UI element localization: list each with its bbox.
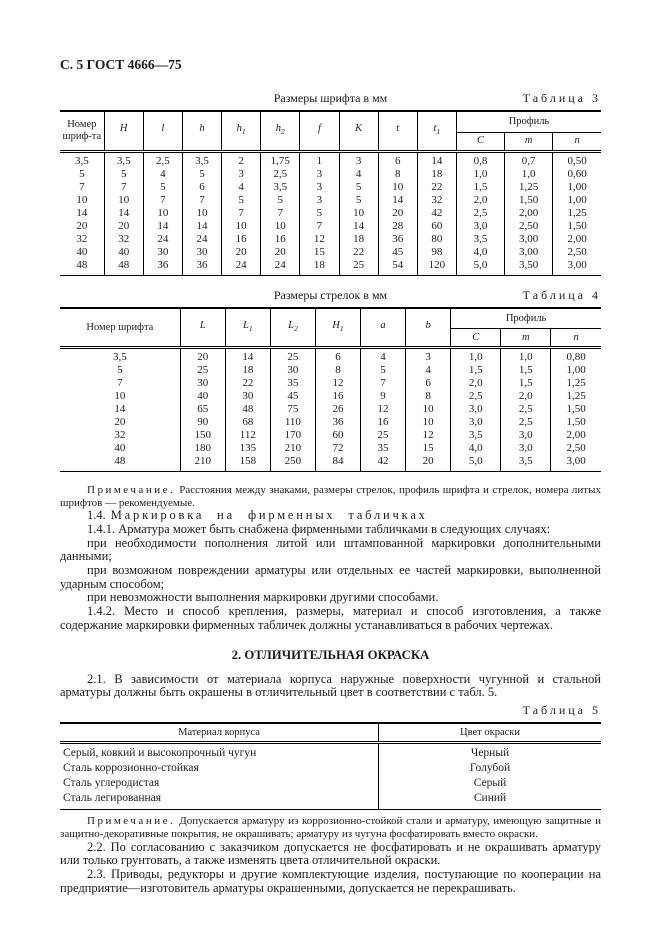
table-cell: 3,00 bbox=[566, 455, 586, 467]
table-cell: Сталь легированная bbox=[60, 791, 379, 810]
list-item: при возможном повреждении арматуры или отдельных ее частей маркировки, выполненной ударным способом; bbox=[60, 563, 601, 591]
table-cell: 24 bbox=[261, 259, 300, 276]
table-cell: 0,80 bbox=[566, 351, 586, 363]
table-cell: 1,00 bbox=[567, 180, 587, 193]
table-cell: 6 bbox=[315, 348, 360, 365]
table-cell: 10 bbox=[406, 403, 451, 416]
table-cell: 7 bbox=[261, 207, 300, 220]
arrow-size-table bbox=[60, 307, 601, 473]
table-cell: 3,50 bbox=[505, 259, 553, 276]
table-cell: 10 bbox=[261, 220, 300, 233]
column-header: $t_1$ bbox=[417, 111, 456, 151]
table-cell: 32 bbox=[417, 194, 456, 207]
table-cell: 45 bbox=[378, 246, 417, 259]
table-body bbox=[60, 743, 601, 810]
table-row bbox=[60, 181, 601, 194]
table-cell: 40 bbox=[60, 246, 104, 259]
table-cell: 3 bbox=[406, 348, 451, 365]
table-cell: 2,5 bbox=[501, 403, 551, 416]
table-cell: 20 bbox=[261, 246, 300, 259]
paragraph-1-4-1: 1.4.1. Арматура может быть снабжена фирменными табличками в следующих случаях: bbox=[87, 521, 551, 536]
table-cell: 3,0 bbox=[451, 403, 501, 416]
table-cell: 15 bbox=[300, 246, 339, 259]
table-cell: 84 bbox=[315, 455, 360, 472]
column-header-material: Материал корпуса bbox=[60, 723, 379, 743]
table-row bbox=[60, 377, 601, 390]
table-row bbox=[60, 416, 601, 429]
table-cell: 8 bbox=[315, 364, 360, 377]
table-cell: 35 bbox=[361, 442, 406, 455]
table-cell: 10 bbox=[406, 416, 451, 429]
table-cell: 32 bbox=[104, 233, 143, 246]
table-cell: 0,7 bbox=[505, 151, 553, 168]
table-cell: 22 bbox=[225, 377, 270, 390]
table-row bbox=[60, 442, 601, 455]
table-cell: 1,00 bbox=[566, 364, 586, 376]
table-cell: 1,50 bbox=[505, 194, 553, 207]
column-header-profile: Профиль bbox=[456, 111, 601, 132]
table-cell: 3,5 bbox=[451, 429, 501, 442]
column-header: $h_1$ bbox=[222, 111, 261, 151]
table-cell: 3,5 bbox=[456, 233, 504, 246]
table-cell: 24 bbox=[182, 233, 221, 246]
table-cell: 60 bbox=[315, 429, 360, 442]
table-cell: 3,5 bbox=[182, 151, 221, 168]
table-cell: Черный bbox=[470, 747, 510, 760]
table-cell: 18 bbox=[300, 259, 339, 276]
column-header: C bbox=[456, 132, 504, 151]
table4-label: Таблица 4 bbox=[522, 287, 601, 302]
table-cell: 32 bbox=[60, 429, 180, 442]
table-body bbox=[60, 348, 601, 472]
table-cell: 12 bbox=[300, 233, 339, 246]
table-cell: 7 bbox=[182, 194, 221, 207]
table-cell: 16 bbox=[361, 416, 406, 429]
table-cell: 3 bbox=[339, 151, 378, 168]
table-cell: Серый bbox=[473, 777, 507, 790]
table-cell: 10 bbox=[60, 194, 104, 207]
table-cell: 2,0 bbox=[501, 390, 551, 403]
table-cell: 1,5 bbox=[501, 364, 551, 377]
table-cell: 16 bbox=[222, 233, 261, 246]
table-cell: 1,25 bbox=[566, 377, 586, 389]
table-row bbox=[60, 776, 601, 791]
table-cell: 12 bbox=[361, 403, 406, 416]
table-cell: 90 bbox=[180, 416, 225, 429]
table-cell: 40 bbox=[180, 390, 225, 403]
table-cell: 3,5 bbox=[60, 348, 180, 365]
table5-label: Таблица 5 bbox=[522, 702, 601, 717]
clause-title: Маркировка на фирменных табличках bbox=[110, 508, 428, 523]
table-cell: 4 bbox=[222, 181, 261, 194]
column-header: H bbox=[104, 111, 143, 151]
table-cell: 48 bbox=[104, 259, 143, 276]
table-cell: 30 bbox=[180, 377, 225, 390]
table-cell: 5,0 bbox=[456, 259, 504, 276]
table-cell: 36 bbox=[143, 259, 182, 276]
table-cell: 7 bbox=[361, 377, 406, 390]
table-cell: 5 bbox=[339, 181, 378, 194]
table-cell: 42 bbox=[417, 207, 456, 220]
table-cell: 54 bbox=[378, 259, 417, 276]
table-cell: 2,00 bbox=[567, 232, 587, 245]
table-cell: 30 bbox=[270, 364, 315, 377]
table-cell: 0,60 bbox=[567, 167, 587, 180]
table-cell: 25 bbox=[339, 259, 378, 276]
table-cell: 36 bbox=[182, 259, 221, 276]
table-cell: 1,25 bbox=[566, 390, 586, 402]
table-cell: 22 bbox=[417, 181, 456, 194]
table-cell: 30 bbox=[143, 246, 182, 259]
table-row bbox=[60, 151, 601, 168]
table-cell: Серый, ковкий и высокопрочный чугун bbox=[60, 743, 379, 762]
table-cell: Синий bbox=[473, 792, 507, 805]
note-paragraph bbox=[60, 484, 601, 509]
table-cell: 10 bbox=[60, 390, 180, 403]
table-row bbox=[60, 168, 601, 181]
column-header: a bbox=[361, 308, 406, 348]
table-cell: 1,25 bbox=[567, 206, 587, 219]
table-cell: 18 bbox=[339, 233, 378, 246]
table-cell: 1,0 bbox=[501, 348, 551, 365]
column-header: $L_2$ bbox=[270, 308, 315, 348]
table4-caption-row bbox=[60, 288, 601, 302]
column-header: $H_1$ bbox=[315, 308, 360, 348]
table-cell: 1,5 bbox=[456, 181, 504, 194]
column-header: t bbox=[378, 111, 417, 151]
table-cell: 2,0 bbox=[456, 194, 504, 207]
table-cell: 10 bbox=[339, 207, 378, 220]
table-cell: 5 bbox=[182, 168, 221, 181]
table-cell: 1,75 bbox=[261, 151, 300, 168]
table-cell: 25 bbox=[361, 429, 406, 442]
table-cell: 170 bbox=[270, 429, 315, 442]
table-cell: 5 bbox=[143, 181, 182, 194]
table-cell: 24 bbox=[143, 233, 182, 246]
table-cell: 26 bbox=[315, 403, 360, 416]
table-row bbox=[60, 390, 601, 403]
table-cell: 5 bbox=[361, 364, 406, 377]
table-cell: 4,0 bbox=[456, 246, 504, 259]
table-cell: 5 bbox=[300, 207, 339, 220]
list-item: при необходимости пополнения литой или штампованной маркировки дополнительными данными; bbox=[60, 535, 601, 564]
table-cell: 20 bbox=[104, 220, 143, 233]
clause-number: 1.4. bbox=[87, 508, 106, 523]
table3-caption-row bbox=[60, 91, 601, 105]
table-cell: 15 bbox=[406, 442, 451, 455]
column-header: l bbox=[143, 111, 182, 151]
table-cell: 2,5 bbox=[456, 207, 504, 220]
table-cell: 158 bbox=[225, 455, 270, 472]
table-cell: 35 bbox=[270, 377, 315, 390]
table-cell: 3,5 bbox=[261, 181, 300, 194]
table-cell: 48 bbox=[60, 455, 180, 472]
table-cell: 18 bbox=[225, 364, 270, 377]
table-cell: 1,50 bbox=[566, 403, 586, 415]
table-header-row bbox=[60, 308, 601, 329]
table-cell: 45 bbox=[270, 390, 315, 403]
table-cell: 7 bbox=[104, 181, 143, 194]
table-cell: 2,5 bbox=[451, 390, 501, 403]
note-label: Примечание. bbox=[87, 484, 176, 496]
table-cell: Сталь углеродистая bbox=[60, 776, 379, 791]
table-cell: 60 bbox=[417, 220, 456, 233]
table-row bbox=[60, 429, 601, 442]
table-row bbox=[60, 194, 601, 207]
table-cell: 3,5 bbox=[104, 151, 143, 168]
column-header: b bbox=[406, 308, 451, 348]
table-cell: 5 bbox=[60, 168, 104, 181]
table-cell: 40 bbox=[60, 442, 180, 455]
table-cell: 10 bbox=[143, 207, 182, 220]
table-cell: 5 bbox=[222, 194, 261, 207]
table-cell: 1,50 bbox=[567, 219, 587, 232]
table-cell: 14 bbox=[225, 348, 270, 365]
table-cell: 0,50 bbox=[567, 154, 587, 167]
table-header-row bbox=[60, 723, 601, 743]
table-cell: 3 bbox=[300, 168, 339, 181]
table-cell: 2,50 bbox=[566, 442, 586, 454]
paragraph-1-4-2: 1.4.2. Место и способ крепления, размеры, материал и способ изготовления, а также содержание маркировки фирменных табличек должны устанавливаться в рабочих чертежах. bbox=[60, 604, 601, 632]
column-header: L bbox=[180, 308, 225, 348]
table-cell: 210 bbox=[270, 442, 315, 455]
table-row bbox=[60, 246, 601, 259]
table3-label: Таблица 3 bbox=[522, 91, 601, 105]
note-text: Допускается арматуру из коррозионно-стойкой стали и арматуру, имеющую защитные и защитно-декоративные покрытия, не окрашивать; арматуру из чугуна фосфатировать вместо окраски. bbox=[60, 815, 601, 841]
clause-1-4-heading bbox=[60, 509, 601, 523]
column-header: h bbox=[182, 111, 221, 151]
table-cell: 20 bbox=[60, 416, 180, 429]
table-cell: 1,5 bbox=[451, 364, 501, 377]
table-cell: 8 bbox=[406, 390, 451, 403]
table-cell: 4 bbox=[406, 364, 451, 377]
table-cell: 12 bbox=[406, 429, 451, 442]
table-cell: 1,0 bbox=[451, 348, 501, 365]
table-row bbox=[60, 259, 601, 276]
table-cell: 1,0 bbox=[456, 168, 504, 181]
note-paragraph bbox=[60, 815, 601, 840]
table-cell: 2 bbox=[222, 151, 261, 168]
table-cell: 3,00 bbox=[505, 233, 553, 246]
column-header: C bbox=[451, 329, 501, 348]
table-cell: 5 bbox=[261, 194, 300, 207]
table-cell: 1,5 bbox=[501, 377, 551, 390]
table-cell: 3,0 bbox=[501, 429, 551, 442]
table-cell: 10 bbox=[104, 194, 143, 207]
column-header: $L_1$ bbox=[225, 308, 270, 348]
table-cell: 9 bbox=[361, 390, 406, 403]
column-header-color: Цвет окраски bbox=[379, 723, 601, 743]
column-header-font-number: Номер шрифта bbox=[60, 308, 180, 348]
table-cell: 24 bbox=[222, 259, 261, 276]
paragraph-2-2: 2.2. По согласованию с заказчиком допускается не фосфатировать и не окрашивать арматуру или только грунтовать, а также изменять цвета отличительной окраски. bbox=[60, 839, 601, 868]
table-row bbox=[60, 403, 601, 416]
section-2-heading: 2. ОТЛИЧИТЕЛЬНАЯ ОКРАСКА bbox=[231, 647, 430, 662]
table-cell: 25 bbox=[270, 348, 315, 365]
table-cell: 112 bbox=[225, 429, 270, 442]
paint-color-table bbox=[60, 722, 601, 811]
table-cell: 80 bbox=[417, 233, 456, 246]
table-cell: 3 bbox=[300, 181, 339, 194]
table-cell: 4 bbox=[361, 348, 406, 365]
table3-caption: Размеры шрифта в мм bbox=[273, 91, 388, 105]
table-cell: 120 bbox=[417, 259, 456, 276]
table-cell: 5 bbox=[104, 168, 143, 181]
table-cell: 4,0 bbox=[451, 442, 501, 455]
table-cell: 72 bbox=[315, 442, 360, 455]
table-cell: 3,0 bbox=[501, 442, 551, 455]
table-cell: 10 bbox=[378, 181, 417, 194]
table-cell: 14 bbox=[378, 194, 417, 207]
table-cell: 135 bbox=[225, 442, 270, 455]
table-cell: 3,0 bbox=[451, 416, 501, 429]
table-body bbox=[60, 151, 601, 275]
table-row bbox=[60, 455, 601, 472]
list-item: при невозможности выполнения маркировки другими способами. bbox=[87, 590, 439, 605]
table-cell: 1 bbox=[300, 151, 339, 168]
table-cell: 18 bbox=[417, 168, 456, 181]
table-cell: 3,5 bbox=[501, 455, 551, 472]
column-header-font-number: Номер шриф-та bbox=[60, 111, 104, 151]
table-cell: 0,8 bbox=[456, 151, 504, 168]
column-header: n bbox=[551, 329, 601, 348]
table-cell: 40 bbox=[104, 246, 143, 259]
table-cell: 1,00 bbox=[567, 193, 587, 206]
table-cell: 10 bbox=[222, 220, 261, 233]
table-cell: 14 bbox=[182, 220, 221, 233]
table-cell: 32 bbox=[60, 233, 104, 246]
page-header: С. 5 ГОСТ 4666—75 bbox=[60, 57, 182, 72]
table-cell: 5 bbox=[60, 364, 180, 377]
table-cell: 68 bbox=[225, 416, 270, 429]
table-cell: 2,50 bbox=[505, 220, 553, 233]
table-cell: 42 bbox=[361, 455, 406, 472]
table-row bbox=[60, 364, 601, 377]
table-row bbox=[60, 791, 601, 810]
table-cell: 2,50 bbox=[567, 245, 587, 258]
table-cell: 3,0 bbox=[456, 220, 504, 233]
table-cell: 48 bbox=[60, 259, 104, 276]
table-cell: 5 bbox=[339, 194, 378, 207]
table-cell: 250 bbox=[270, 455, 315, 472]
table-cell: 48 bbox=[225, 403, 270, 416]
table-row bbox=[60, 207, 601, 220]
font-size-table bbox=[60, 110, 601, 276]
table-cell: 1,0 bbox=[505, 168, 553, 181]
column-header: $h_2$ bbox=[261, 111, 300, 151]
column-header: K bbox=[339, 111, 378, 151]
table-cell: 210 bbox=[180, 455, 225, 472]
table-cell: 98 bbox=[417, 246, 456, 259]
table-cell: 20 bbox=[406, 455, 451, 472]
table-cell: 7 bbox=[143, 194, 182, 207]
table-cell: 2,5 bbox=[501, 416, 551, 429]
table-cell: 1,25 bbox=[505, 181, 553, 194]
table-cell: 65 bbox=[180, 403, 225, 416]
column-header: n bbox=[553, 132, 601, 151]
table-cell: 7 bbox=[60, 181, 104, 194]
table-cell: 10 bbox=[182, 207, 221, 220]
column-header-profile: Профиль bbox=[451, 308, 601, 329]
column-header: f bbox=[300, 111, 339, 151]
paragraph-2-3: 2.3. Приводы, редукторы и другие комплектующие изделия, поступающие по кооперации на предприятие—изготовитель арматуры окрашенными, допускается не перекрашивать. bbox=[60, 867, 601, 895]
table-cell: 20 bbox=[60, 220, 104, 233]
table-cell: 12 bbox=[315, 377, 360, 390]
paragraph-2-1: 2.1. В зависимости от материала корпуса наружные поверхности чугунной и стальной арматуры должны быть окрашены в отличительный цвет в соответствии с табл. 5. bbox=[60, 671, 601, 700]
table-cell: 3,5 bbox=[60, 151, 104, 168]
table-cell: 5,0 bbox=[451, 455, 501, 472]
table-cell: 30 bbox=[182, 246, 221, 259]
table-cell: 3 bbox=[300, 194, 339, 207]
table-cell: 2,5 bbox=[261, 168, 300, 181]
table-row bbox=[60, 761, 601, 776]
table-cell: 16 bbox=[261, 233, 300, 246]
table-cell: 6 bbox=[182, 181, 221, 194]
table-cell: 1,50 bbox=[566, 416, 586, 428]
table-cell: 20 bbox=[378, 207, 417, 220]
table-cell: 6 bbox=[378, 151, 417, 168]
table-cell: 14 bbox=[60, 403, 180, 416]
table-cell: 25 bbox=[180, 364, 225, 377]
table-cell: Голубой bbox=[469, 762, 511, 775]
table-cell: 180 bbox=[180, 442, 225, 455]
column-header: m bbox=[501, 329, 551, 348]
table-cell: 20 bbox=[222, 246, 261, 259]
table-cell: 4 bbox=[143, 168, 182, 181]
table-cell: 8 bbox=[378, 168, 417, 181]
table-row bbox=[60, 233, 601, 246]
table-cell: 6 bbox=[406, 377, 451, 390]
table-cell: 3,00 bbox=[567, 258, 587, 271]
column-header: m bbox=[505, 132, 553, 151]
table-cell: 75 bbox=[270, 403, 315, 416]
table-cell: 14 bbox=[339, 220, 378, 233]
table-cell: 22 bbox=[339, 246, 378, 259]
table-cell: 20 bbox=[180, 348, 225, 365]
table-cell: 16 bbox=[315, 390, 360, 403]
table-cell: 36 bbox=[378, 233, 417, 246]
table-row bbox=[60, 348, 601, 365]
table-cell: 7 bbox=[222, 207, 261, 220]
table-cell: 14 bbox=[143, 220, 182, 233]
table-header-row bbox=[60, 111, 601, 132]
table4-caption: Размеры стрелок в мм bbox=[273, 287, 388, 302]
table-cell: 7 bbox=[300, 220, 339, 233]
table-cell: 14 bbox=[60, 207, 104, 220]
note-text: Расстояния между знаками, размеры стрелок, профиль шрифта и стрелок, номера литых шрифтов — рекомендуемые. bbox=[60, 484, 601, 509]
table-cell: 28 bbox=[378, 220, 417, 233]
table-cell: 14 bbox=[104, 207, 143, 220]
table-cell: 2,5 bbox=[143, 151, 182, 168]
table-cell: 4 bbox=[339, 168, 378, 181]
table-cell: Сталь коррозионно-стойкая bbox=[60, 761, 379, 776]
table-row bbox=[60, 743, 601, 762]
table-cell: 2,00 bbox=[566, 429, 586, 441]
table-cell: 150 bbox=[180, 429, 225, 442]
table-cell: 3,00 bbox=[505, 246, 553, 259]
table-cell: 3 bbox=[222, 168, 261, 181]
table-cell: 14 bbox=[417, 151, 456, 168]
note-label: Примечание. bbox=[87, 815, 176, 828]
table-cell: 2,0 bbox=[451, 377, 501, 390]
table-cell: 110 bbox=[270, 416, 315, 429]
table-cell: 2,00 bbox=[505, 207, 553, 220]
table-cell: 36 bbox=[315, 416, 360, 429]
table-row bbox=[60, 220, 601, 233]
table-cell: 30 bbox=[225, 390, 270, 403]
table-cell: 7 bbox=[60, 377, 180, 390]
